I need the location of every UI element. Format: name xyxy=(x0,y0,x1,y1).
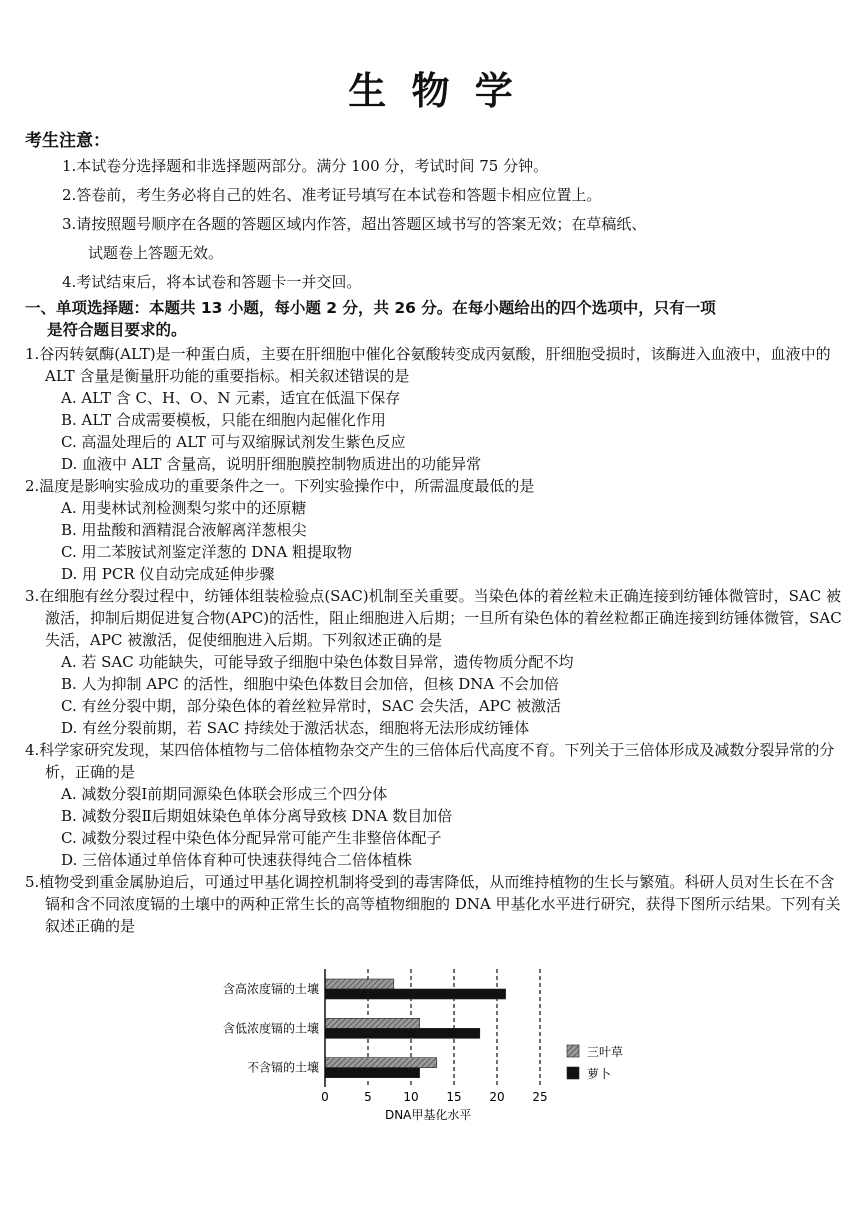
option-list xyxy=(25,497,845,585)
x-axis-title: DNA甲基化水平 xyxy=(384,1108,472,1122)
option-list xyxy=(25,783,845,871)
notice-item: 1.本试卷分选择题和非选择题两部分。满分 100 分，考试时间 75 分钟。 xyxy=(62,157,549,175)
legend-swatch xyxy=(567,1067,579,1079)
category-label: 含高浓度镉的土壤 xyxy=(222,982,319,996)
legend-swatch xyxy=(567,1045,579,1057)
question-stem: 5.植物受到重金属胁迫后，可通过甲基化调控机制将受到的毒害降低，从而维持植物的生长与繁殖。科研人员对生长在不含镉和含不同浓度镉的土壤中的两种正常生长的高等植物细胞的 DNA 甲基化水平进行研究，获得下图所示结果。下列有关叙述正确的是 xyxy=(25,873,841,935)
chart-bars xyxy=(325,979,506,1078)
question-stem: 2.温度是影响实验成功的重要条件之一。下列实验操作中，所需温度最低的是 xyxy=(25,477,535,495)
category-label: 不含镉的土壤 xyxy=(246,1060,319,1075)
option-b: B. 减数分裂Ⅱ后期姐妹染色单体分离导致核 DNA 数目加倍 xyxy=(61,807,453,825)
x-tick-label: 20 xyxy=(489,1090,505,1104)
option-d: D. 用 PCR 仪自动完成延伸步骤 xyxy=(61,565,275,583)
question-stem: 3.在细胞有丝分裂过程中，纺锤体组装检验点(SAC)机制至关重要。当染色体的着丝粒未正确连接到纺锤体微管时，SAC 被激活，抑制后期促进复合物(APC)的活性，阻止细胞进入后期；一旦所有染色体的着丝粒都正确连接到纺锤体微管，SAC 失活，APC 被激活，促使细胞进入后期。下列叙述正确的是 xyxy=(25,587,842,649)
x-tick-label: 25 xyxy=(532,1090,548,1104)
option-d: D. 三倍体通过单倍体育种可快速获得纯合二倍体植株 xyxy=(61,851,413,869)
page-title: 生 物 学 xyxy=(348,69,519,113)
question-2 xyxy=(25,475,845,585)
bar xyxy=(325,979,394,989)
notice-item-continued: 试题卷上答题无效。 xyxy=(88,244,224,262)
bar xyxy=(325,989,506,999)
methylation-bar-chart xyxy=(195,965,675,1125)
notice-item: 4.考试结束后，将本试卷和答题卡一并交回。 xyxy=(62,273,362,291)
option-a: A. ALT 含 C、H、O、N 元素，适宜在低温下保存 xyxy=(61,389,401,407)
bar xyxy=(325,1028,480,1038)
x-tick-label: 0 xyxy=(321,1090,329,1104)
option-b: B. 用盐酸和酒精混合液解离洋葱根尖 xyxy=(61,521,307,539)
question-3 xyxy=(25,585,845,739)
chart-legend xyxy=(567,1044,623,1081)
option-a: A. 用斐林试剂检测梨匀浆中的还原糖 xyxy=(61,499,307,517)
bar xyxy=(325,1068,420,1078)
question-5 xyxy=(25,871,845,937)
section-heading-line2: 是符合题目要求的。 xyxy=(47,321,187,339)
legend-label: 三叶草 xyxy=(587,1045,624,1059)
option-list xyxy=(25,651,845,739)
section-heading xyxy=(25,297,845,341)
notice-item: 3.请按照题号顺序在各题的答题区域内作答，超出答题区域书写的答案无效；在草稿纸、 xyxy=(62,215,647,233)
x-tick-label: 10 xyxy=(403,1090,419,1104)
question-stem: 1.谷丙转氨酶(ALT)是一种蛋白质，主要在肝细胞中催化谷氨酸转变成丙氨酸，肝细胞受损时，该酶进入血液中，血液中的 ALT 含量是衡量肝功能的重要指标。相关叙述错误的是 xyxy=(25,345,831,385)
option-b: B. ALT 合成需要模板，只能在细胞内起催化作用 xyxy=(61,411,386,429)
option-c: C. 有丝分裂中期，部分染色体的着丝粒异常时，SAC 会失活，APC 被激活 xyxy=(61,697,562,715)
option-a: A. 减数分裂Ⅰ前期同源染色体联会形成三个四分体 xyxy=(61,785,388,803)
question-4 xyxy=(25,739,845,871)
option-c: C. 减数分裂过程中染色体分配异常可能产生非整倍体配子 xyxy=(61,829,442,847)
option-b: B. 人为抑制 APC 的活性，细胞中染色体数目会加倍，但核 DNA 不会加倍 xyxy=(61,675,560,693)
question-list xyxy=(25,343,845,937)
x-tick-labels xyxy=(321,1090,547,1104)
x-tick-label: 5 xyxy=(364,1090,372,1104)
bar xyxy=(325,1018,420,1028)
notice-heading: 考生注意： xyxy=(25,131,110,151)
option-list xyxy=(25,387,845,475)
notice-item: 2.答卷前，考生务必将自己的姓名、准考证号填写在本试卷和答题卡相应位置上。 xyxy=(62,186,602,204)
question-stem: 4.科学家研究发现，某四倍体植物与二倍体植物杂交产生的三倍体后代高度不育。下列关于三倍体形成及减数分裂异常的分析，正确的是 xyxy=(25,741,835,781)
option-c: C. 高温处理后的 ALT 可与双缩脲试剂发生紫色反应 xyxy=(61,433,406,451)
option-d: D. 血液中 ALT 含量高，说明肝细胞膜控制物质进出的功能异常 xyxy=(61,455,482,473)
notice-list xyxy=(62,152,852,297)
question-1 xyxy=(25,343,845,475)
legend-label: 萝卜 xyxy=(587,1067,612,1081)
bar xyxy=(325,1058,437,1068)
category-label: 含低浓度镉的土壤 xyxy=(222,1021,319,1036)
option-a: A. 若 SAC 功能缺失，可能导致子细胞中染色体数目异常，遗传物质分配不均 xyxy=(61,653,574,671)
option-d: D. 有丝分裂前期，若 SAC 持续处于激活状态，细胞将无法形成纺锤体 xyxy=(61,719,530,737)
category-labels xyxy=(223,981,319,1075)
x-tick-label: 15 xyxy=(446,1090,462,1104)
option-c: C. 用二苯胺试剂鉴定洋葱的 DNA 粗提取物 xyxy=(61,543,353,561)
section-heading-line1: 一、单项选择题：本题共 13 小题，每小题 2 分，共 26 分。在每小题给出的四个选项中，只有一项 xyxy=(25,299,716,317)
